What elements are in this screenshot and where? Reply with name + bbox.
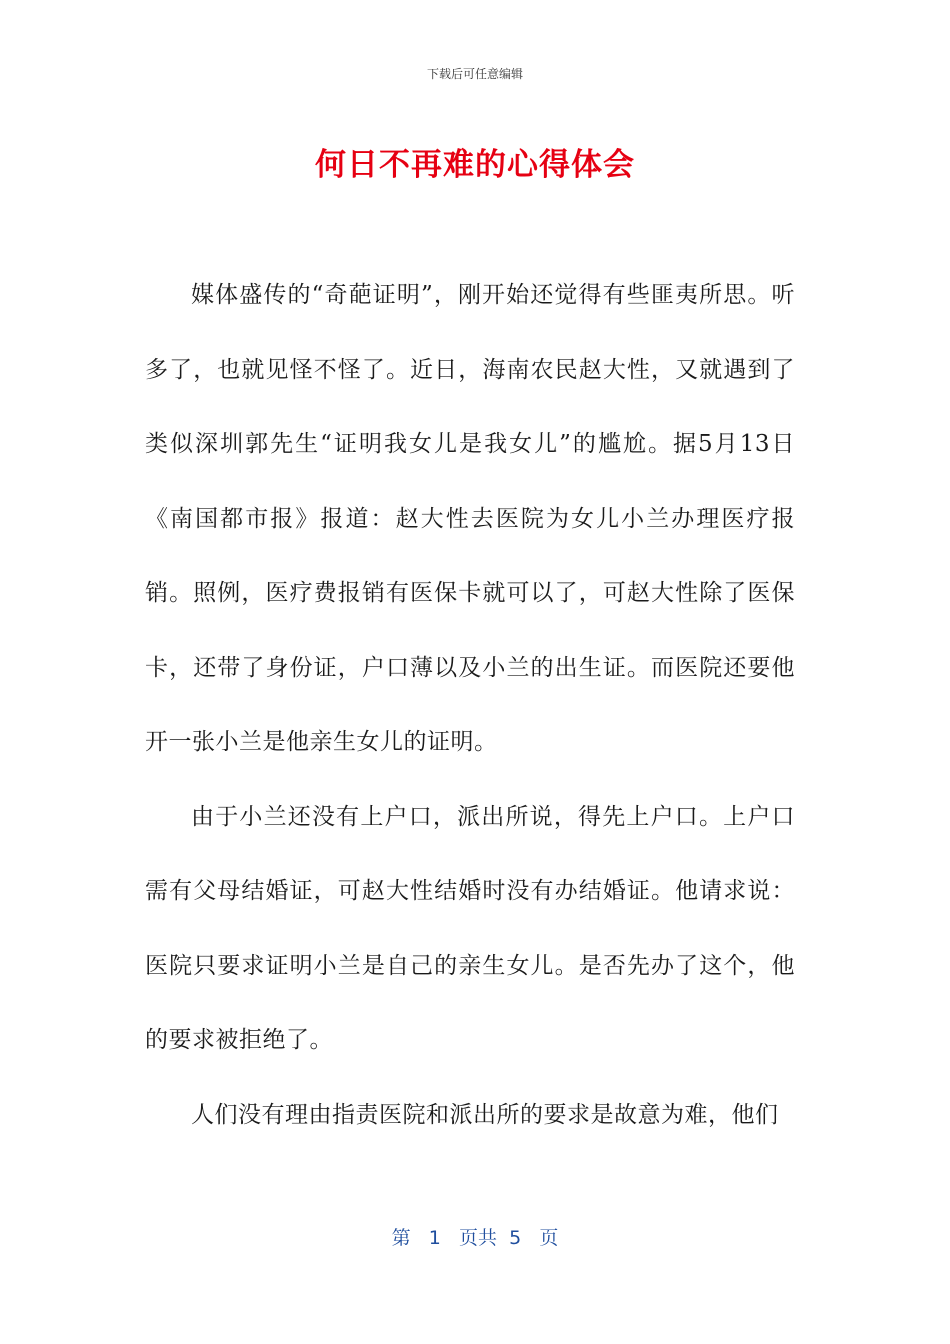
footer-total-pages: 5	[509, 1227, 522, 1249]
footer-suffix: 页	[539, 1227, 559, 1249]
page-header-note: 下载后可任意编辑	[426, 67, 523, 81]
paragraph-1: 媒体盛传的“奇葩证明”，刚开始还觉得有些匪夷所思。听多了，也就见怪不怪了。近日，海南农民赵大性，又就遇到了类似深圳郭先生“证明我女儿是我女儿”的尴尬。据5月13日《南国都市报》报道：赵大性去医院为女儿小兰办理医疗报销。照例，医疗费报销有医保卡就可以了，可赵大性除了医保卡，还带了身份证，户口薄以及小兰的出生证。而医院还要他开一张小兰是他亲生女儿的证明。	[145, 282, 795, 755]
footer-middle: 页共	[459, 1227, 498, 1249]
footer-current-page: 1	[428, 1227, 441, 1249]
document-title: 何日不再难的心得体会	[315, 147, 635, 183]
paragraph-2: 由于小兰还没有上户口，派出所说，得先上户口。上户口需有父母结婚证，可赵大性结婚时没有办结婚证。他请求说：医院只要求证明小兰是自己的亲生女儿。是否先办了这个，他的要求被拒绝了。	[145, 803, 795, 1053]
footer-prefix: 第	[391, 1227, 411, 1249]
page-number-footer	[0, 1224, 950, 1252]
document-body	[145, 258, 795, 1152]
paragraph-3: 人们没有理由指责医院和派出所的要求是故意为难，他们	[191, 1101, 779, 1128]
